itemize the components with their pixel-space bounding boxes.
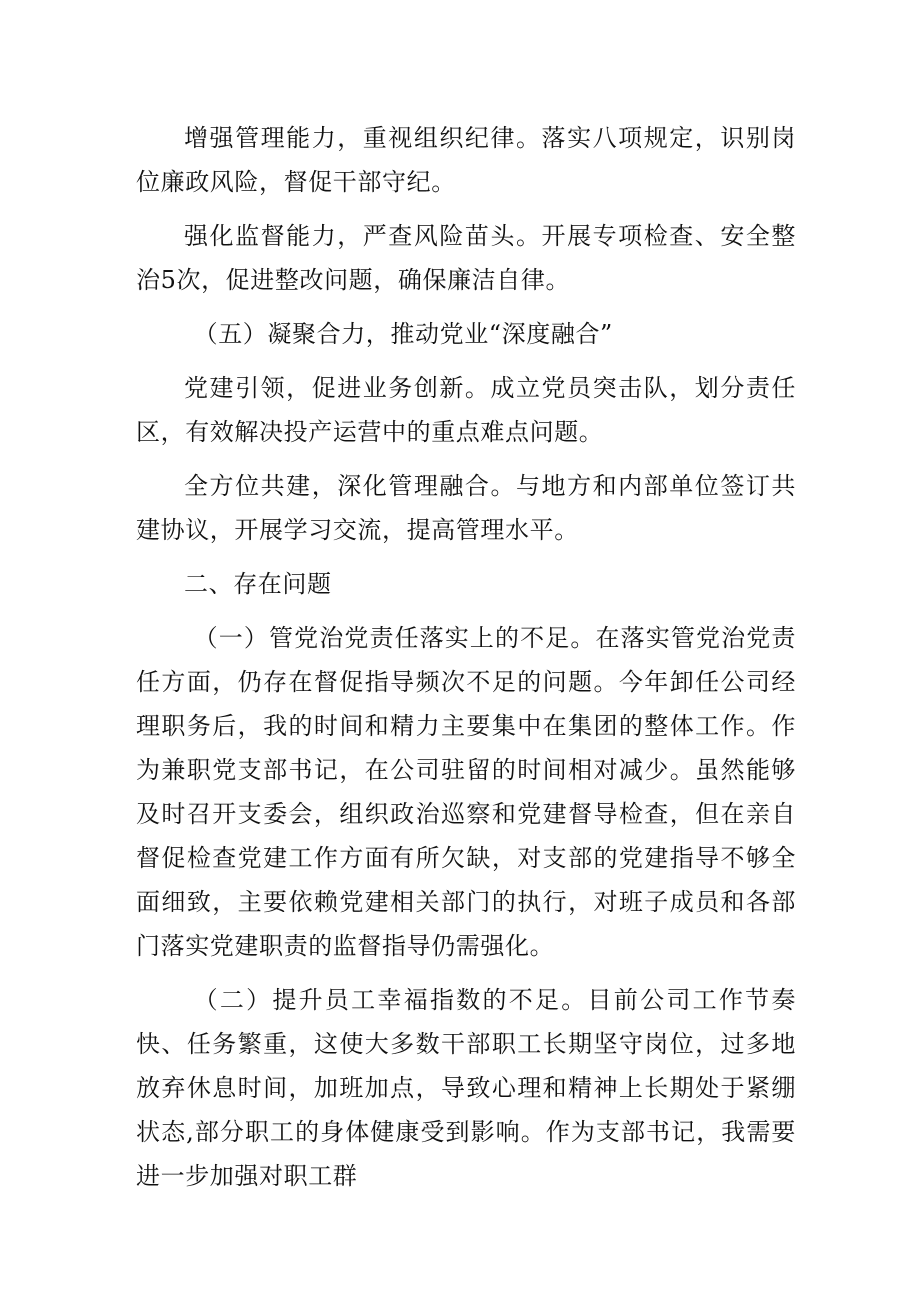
paragraph-management-discipline: 增强管理能力，重视组织纪律。落实八项规定，识别岗位廉政风险，督促干部守纪。	[136, 124, 796, 196]
section-heading-problems: 二、存在问题	[184, 570, 332, 598]
section-heading-five: （五）凝聚合力，推动党业“深度融合”	[193, 320, 613, 348]
paragraph-party-building-lead: 党建引领，促进业务创新。成立党员突击队，划分责任区，有效解决投产运营中的重点难点问题。	[136, 374, 796, 446]
paragraph-issue-one: （一）管党治党责任落实上的不足。在落实管党治党责任方面，仍存在督促指导频次不足的问题。今年卸任公司经理职务后，我的时间和精力主要集中在集团的整体工作。作为兼职党支部书记，在公司驻留的时间相对减少。虽然能够及时召开支委会，组织政治巡察和党建督导检查，但在亲自督促检查党建工作方面有所欠缺，对支部的党建指导不够全面细致，主要依赖党建相关部门的执行，对班子成员和各部门落实党建职责的监督指导仍需强化。	[136, 624, 796, 960]
paragraph-issue-two: （二）提升员工幸福指数的不足。目前公司工作节奏快、任务繁重，这使大多数干部职工长期坚守岗位，过多地放弃休息时间，加班加点，导致心理和精神上长期处于紧绷状态,部分职工的身体健康受到影响。作为支部书记，我需要进一步加强对职工群	[136, 986, 796, 1190]
paragraph-supervision: 强化监督能力，严查风险苗头。开展专项检查、安全整治5次，促进整改问题，确保廉洁自律。	[136, 222, 796, 294]
document-body	[136, 116, 796, 1198]
paragraph-joint-building: 全方位共建，深化管理融合。与地方和内部单位签订共建协议，开展学习交流，提高管理水平。	[136, 472, 796, 544]
